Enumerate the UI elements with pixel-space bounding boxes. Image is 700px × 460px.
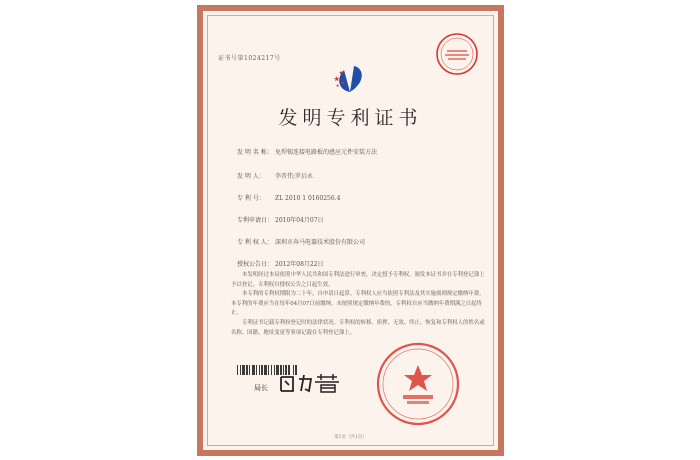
- director-signature-icon: [277, 371, 347, 395]
- official-seal-icon: [373, 339, 463, 429]
- patent-office-logo-icon: [320, 56, 380, 96]
- body-paragraph: 专利证书记载专利权登记时的法律状况。专利权的转移、质押、无效、终止、恢复和专利权人的姓名或名称、国籍、地址变更等事项记载在专利登记簿上。: [231, 319, 485, 336]
- field-label: 发 明 名 称：: [237, 149, 273, 156]
- field-label: 专 利 号：: [237, 195, 265, 202]
- page-footer: 第1页（共1页）: [334, 435, 367, 440]
- director-label: 局长: [254, 384, 268, 392]
- field-grant-date: [237, 259, 324, 268]
- field-inventor: [237, 171, 313, 180]
- body-paragraph: 本专利的专利权期限为二十年，自申请日起算。专利权人应当依照专利法及其实施细则规定缴纳年费。本专利的年费应当在每年04月07日前缴纳。未按照规定缴纳年费的，专利权自应当缴纳年费期满之日起终止。: [231, 291, 485, 317]
- field-invention-name: [237, 147, 377, 156]
- field-patentee: [237, 237, 365, 246]
- field-value: 2012年08月22日: [275, 261, 324, 268]
- field-label: 授权公告日：: [237, 261, 274, 268]
- certificate-frame: [197, 5, 504, 456]
- field-label: 发 明 人：: [237, 173, 265, 180]
- certificate-body: [231, 271, 485, 338]
- field-value: 李晋伟;罗启永: [275, 173, 314, 180]
- field-patent-number: [237, 193, 340, 202]
- field-value: ZL 2010 1 0160256.4: [275, 195, 341, 202]
- field-value: 深圳市奔马电器技术股份有限公司: [275, 239, 366, 246]
- field-value: 2010年04月07日: [275, 217, 324, 224]
- field-label: 专 利 权 人：: [237, 239, 273, 246]
- body-paragraph: 本发明经过本局依照中华人民共和国专利法进行审查，决定授予专利权，颁发本证书并在专利登记簿上予以登记。专利权自授权公告之日起生效。: [231, 272, 485, 288]
- certificate-paper: [203, 11, 498, 450]
- field-filing-date: [237, 215, 324, 224]
- field-label: 专利申请日：: [237, 217, 274, 224]
- certificate-title: 发明专利证书: [278, 107, 423, 129]
- certificate-number: 证书号第1024217号: [218, 55, 281, 62]
- registration-stamp-icon: [434, 31, 480, 77]
- field-value: 免焊锡连接电路板的感应元件安装方法: [275, 149, 378, 156]
